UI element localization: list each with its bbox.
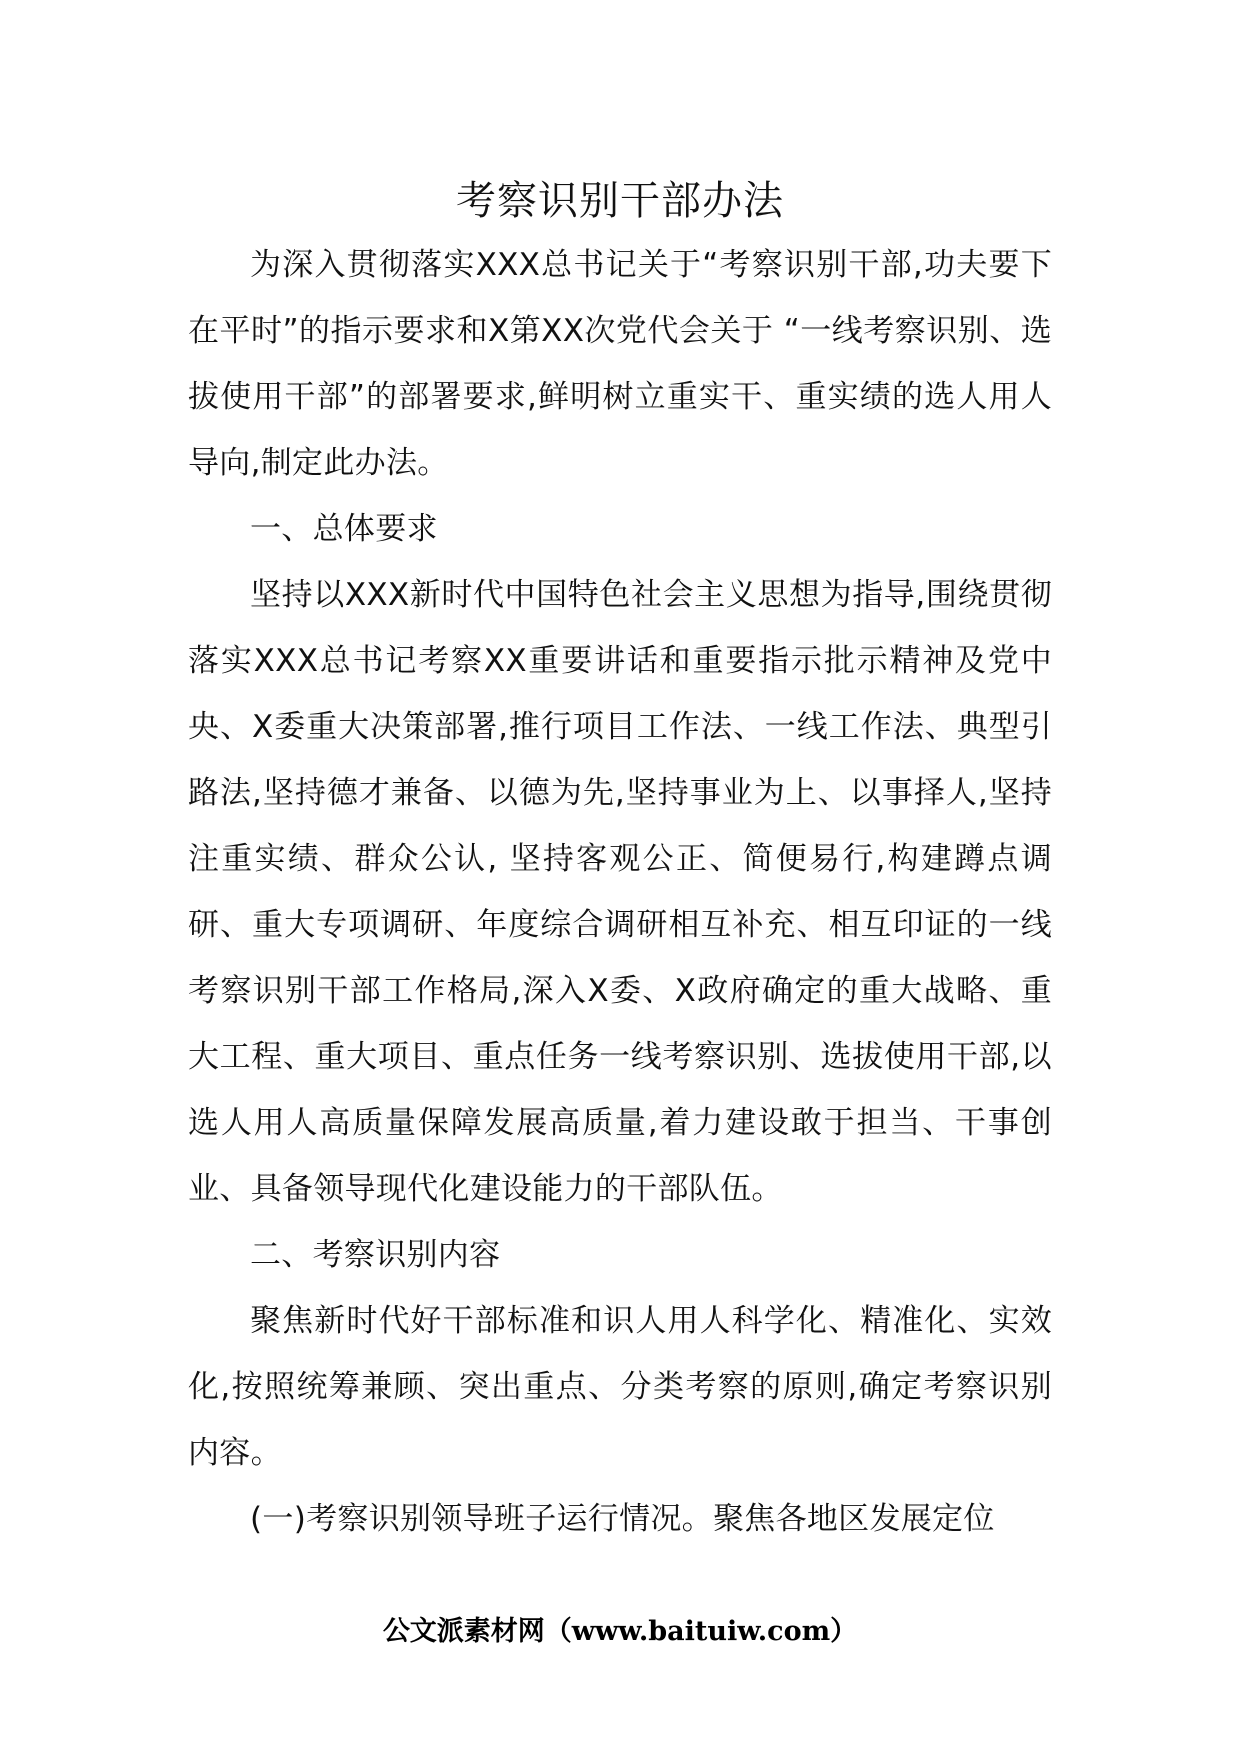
general-requirements-paragraph: 坚持以XXX新时代中国特色社会主义思想为指导,围绕贯彻落实XXX总书记考察XX重要讲话和重要指示批示精神及党中央、X委重大决策部署,推行项目工作法、一线工作法、典型引路法,坚持德才兼备、以德为先,坚持事业为上、以事择人,坚持注重实绩、群众公认, 坚持客观公正、简便易行,构建蹲点调研、重大专项调研、年度综合调研相互补充、相互印证的一线考察识别干部工作格局,深入X委、X政府确定的重大战略、重大工程、重大项目、重点任务一线考察识别、选拔使用干部,以选人用人高质量保障发展高质量,着力建设敢于担当、干事创业、具备领导现代化建设能力的干部队伍。 bbox=[188, 577, 1052, 1207]
footer-watermark: 公文派素材网（www.baituiw.com） bbox=[382, 1616, 858, 1647]
section-heading-assessment-content: 二、考察识别内容 bbox=[250, 1237, 501, 1273]
document-title: 考察识别干部办法 bbox=[456, 178, 784, 224]
intro-paragraph: 为深入贯彻落实XXX总书记关于“考察识别干部,功夫要下在平时”的指示要求和X第XX次党代会关于 “一线考察识别、选拔使用干部”的部署要求,鲜明树立重实干、重实绩的选人用人导向,制定此办法。 bbox=[188, 247, 1052, 481]
document-body bbox=[188, 232, 1052, 1552]
section-heading-general-requirements: 一、总体要求 bbox=[250, 511, 438, 547]
subsection-leadership-paragraph: (一)考察识别领导班子运行情况。聚焦各地区发展定位 bbox=[250, 1501, 995, 1537]
assessment-content-paragraph: 聚焦新时代好干部标准和识人用人科学化、精准化、实效化,按照统筹兼顾、突出重点、分类考察的原则,确定考察识别内容。 bbox=[188, 1303, 1052, 1471]
